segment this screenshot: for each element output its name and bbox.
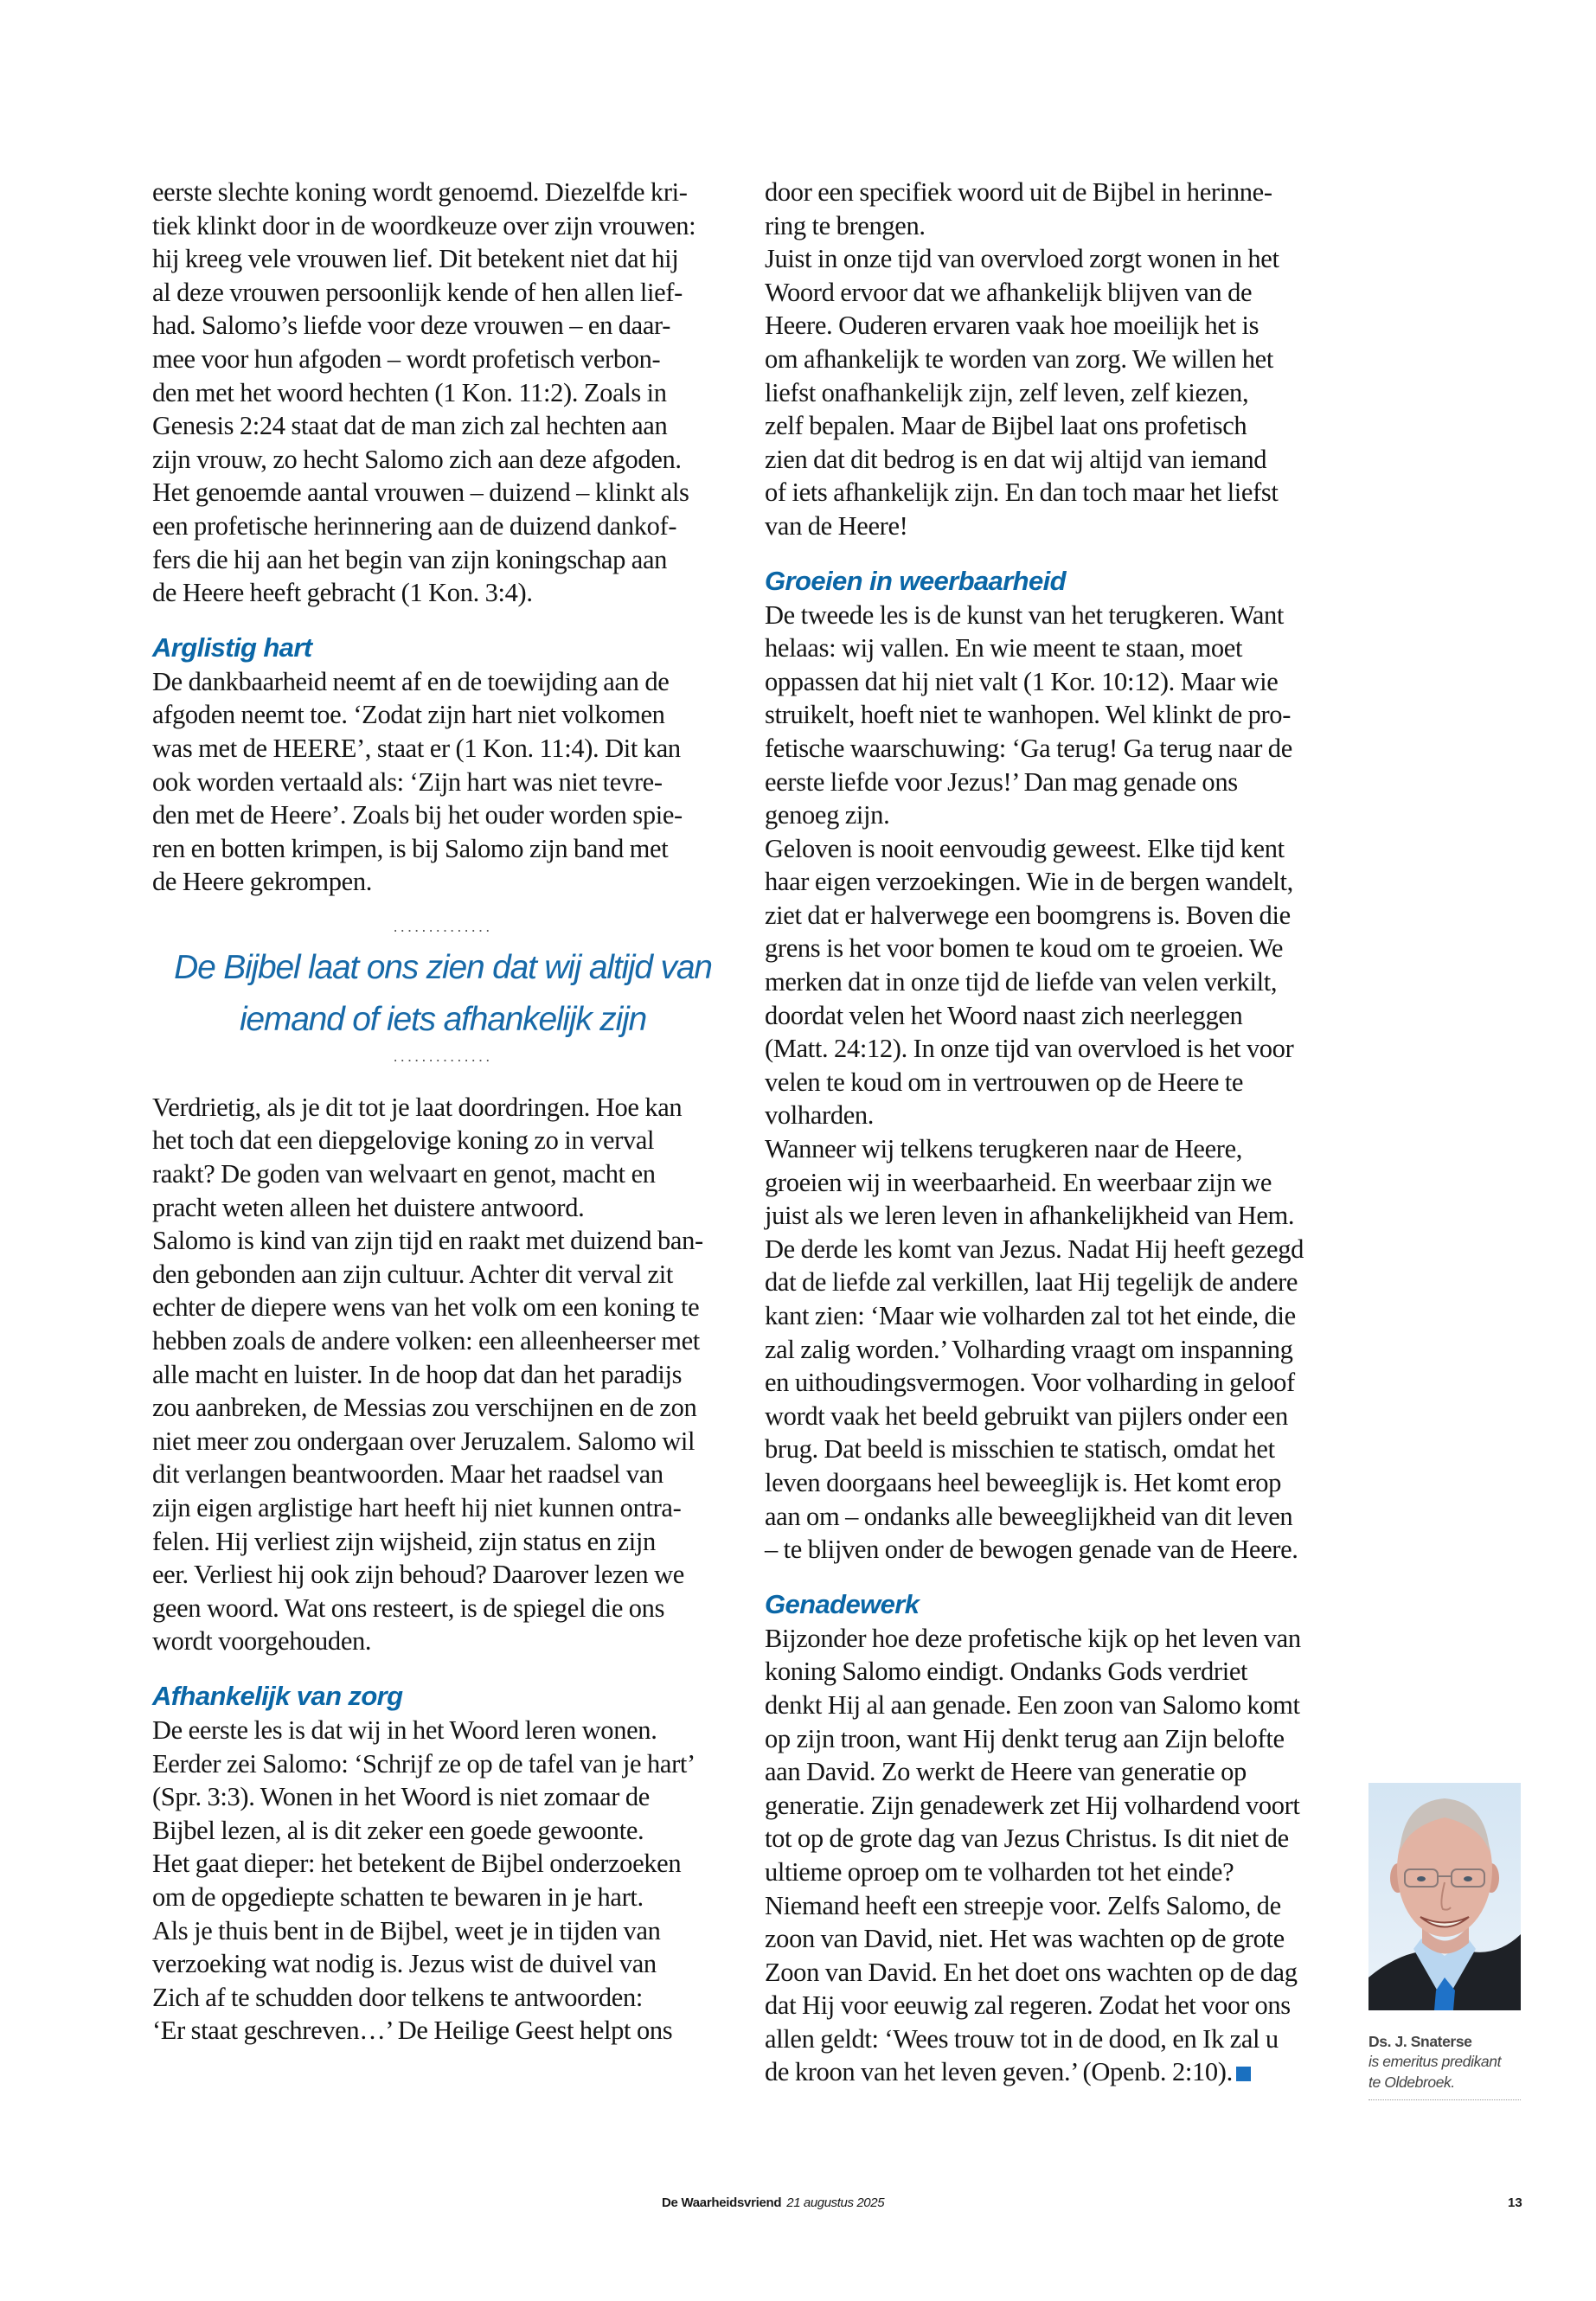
text-line: of iets afhankelijk zijn. En dan toch maar het liefst [765, 478, 1279, 508]
publication-name: De Waarheidsvriend [662, 2195, 782, 2210]
text-line: genoeg zijn. [765, 800, 890, 830]
text-line: al deze vrouwen persoonlijk kende of hen allen lief- [152, 277, 683, 307]
text-line: ren en botten krimpen, is bij Salomo zijn band met [152, 833, 669, 863]
intro-paragraph-left [152, 176, 734, 610]
text-line: aan David. Zo werkt de Heere van generatie op [765, 1757, 1247, 1787]
text-line: De Bijbel laat ons zien dat wij altijd van [174, 948, 712, 986]
text-line: om afhankelijk te worden van zorg. We willen het [765, 343, 1273, 374]
text-line: allen geldt: ‘Wees trouw tot in de dood, en Ik zal u [765, 2023, 1279, 2054]
text-line: Bijbel lezen, al is dit zeker een goede gewoonte. [152, 1815, 644, 1845]
text-line: Woord ervoor dat we afhankelijk blijven van de [765, 277, 1253, 307]
text-line: felen. Hij verliest zijn wijsheid, zijn status en zijn [152, 1526, 656, 1556]
text-line: zelf bepalen. Maar de Bijbel laat ons profetisch [765, 411, 1247, 441]
text-line: een profetische herinnering aan de duizend dankof- [152, 510, 677, 541]
text-line: aan om – ondanks alle beweeglijkheid van dit leven [765, 1501, 1293, 1531]
paragraph-verdrietig [152, 1091, 734, 1658]
text-line: merken dat in onze tijd de liefde van velen verkilt, [765, 967, 1278, 997]
text-line: de Heere gekrompen. [152, 867, 373, 897]
text-line: kant zien: ‘Maar wie volharden zal tot het einde, die [765, 1301, 1296, 1330]
text-line: (Matt. 24:12). In onze tijd van overvloed is het voor [765, 1034, 1294, 1064]
text-line: het toch dat een diepgelovige koning zo in verval [152, 1125, 655, 1156]
text-line: door een specifiek woord uit de Bijbel in herinne- [765, 177, 1272, 207]
section-heading-genadewerk: Genadewerk [765, 1588, 920, 1619]
text-line: eerste liefde voor Jezus!’ Dan mag genade ons [765, 766, 1238, 797]
text-line: op zijn troon, want Hij denkt terug aan Zijn belofte [765, 1723, 1285, 1753]
text-line: afgoden neemt toe. ‘Zodat zijn hart niet volkomen [152, 700, 665, 730]
pull-quote [152, 918, 734, 1065]
text-line: zien dat dit bedrog is en dat wij altijd van iemand [765, 444, 1267, 474]
text-line: had. Salomo’s liefde voor deze vrouwen – en daar- [152, 311, 671, 341]
text-line: Het genoemde aantal vrouwen – duizend – klinkt als [152, 478, 689, 508]
closing-line: de kroon van het leven geven.’ (Openb. 2:10). [765, 2057, 1233, 2087]
right-column [765, 176, 1346, 2089]
text-line: juist als we leren leven in afhankelijkheid van Hem. [765, 1201, 1295, 1231]
text-line: eerste slechte koning wordt genoemd. Diezelfde kri- [152, 177, 688, 207]
author-box [1368, 1783, 1521, 2100]
text-line: helaas: wij vallen. En wie meent te staan, moet [765, 633, 1243, 663]
text-line: den met het woord hechten (1 Kon. 11:2). Zoals in [152, 377, 667, 407]
text-line: iemand of iets afhankelijk zijn [239, 1000, 647, 1038]
text-line: pracht weten alleen het duistere antwoord. [152, 1192, 585, 1222]
text-line: en uithoudingsvermogen. Voor volharding in geloof [765, 1368, 1295, 1398]
text-line: velen te koud om in vertrouwen op de Heere te [765, 1067, 1244, 1097]
text-line: Wanneer wij telkens terugkeren naar de Heere, [765, 1134, 1243, 1164]
text-line: zijn vrouw, zo hecht Salomo zich aan deze afgoden. [152, 444, 682, 474]
paragraph-groeien-in-weerbaarheid [765, 599, 1346, 1567]
text-line: echter de diepere wens van het volk om een koning te [152, 1292, 700, 1323]
text-line: Als je thuis bent in de Bijbel, weet je in tijden van [152, 1915, 661, 1945]
text-line: De dankbaarheid neemt af en de toewijding aan de [152, 666, 670, 696]
text-line: van de Heere! [765, 510, 908, 541]
text-line: De eerste les is dat wij in het Woord leren wonen. [152, 1715, 657, 1745]
text-line: zal zalig worden.’ Volharding vraagt om inspanning [765, 1334, 1293, 1364]
text-line: de Heere heeft gebracht (1 Kon. 3:4). [152, 578, 533, 608]
text-line: Heere. Ouderen ervaren vaak hoe moeilijk het is [765, 311, 1259, 341]
text-line: haar eigen verzoekingen. Wie in de bergen wandelt, [765, 867, 1293, 897]
text-line: hij kreeg vele vrouwen lief. Dit betekent niet dat hij [152, 244, 679, 274]
pull-quote-divider-top: .............. [393, 917, 493, 935]
text-line: doordat velen het Woord naast zich neerleggen [765, 1000, 1243, 1030]
text-line: tiek klinkt door in de woordkeuze over zijn vrouwen: [152, 210, 696, 240]
text-line: De derde les komt van Jezus. Nadat Hij heeft gezegd [765, 1234, 1304, 1264]
text-line: was met de HEERE’, staat er (1 Kon. 11:4). Dit kan [152, 733, 681, 763]
text-line: alle macht en luister. In de hoop dat dan het paradijs [152, 1359, 683, 1389]
intro-paragraph-right [765, 176, 1346, 543]
text-line: koning Salomo eindigt. Ondanks Gods verdriet [765, 1657, 1248, 1687]
text-line: grens is het voor bomen te koud om te groeien. We [765, 933, 1284, 964]
text-line: (Spr. 3:3). Wonen in het Woord is niet zomaar de [152, 1782, 650, 1812]
text-line: leven doorgaans heel beweeglijk is. Het komt erop [765, 1467, 1282, 1497]
text-line: generatie. Zijn genadewerk zet Hij volhardend voort [765, 1790, 1300, 1820]
text-line: brug. Dat beeld is misschien te statisch, omdat het [765, 1434, 1275, 1465]
author-role-line-2: te Oldebroek. [1368, 2073, 1455, 2091]
text-line: dit verlangen beantwoorden. Maar het raadsel van [152, 1459, 663, 1490]
text-line: oppassen dat hij niet valt (1 Kor. 10:12). Maar wie [765, 666, 1279, 696]
text-line: dat de liefde zal verkillen, laat Hij tegelijk de andere [765, 1267, 1298, 1298]
pull-quote-divider-bottom: .............. [393, 1047, 493, 1065]
text-line: dat Hij voor eeuwig zal regeren. Zodat het voor ons [765, 1990, 1291, 2021]
text-line: fers die hij aan het begin van zijn koningschap aan [152, 544, 668, 574]
text-line: Salomo is kind van zijn tijd en raakt met duizend ban- [152, 1226, 703, 1256]
text-line: verzoeking wat nodig is. Jezus wist de duivel van [152, 1949, 657, 1979]
text-line: Geloven is nooit eenvoudig geweest. Elke tijd kent [765, 833, 1285, 863]
page-footer [0, 2195, 1596, 2221]
text-line: raakt? De goden van welvaart en genot, macht en [152, 1159, 656, 1189]
end-of-article-square-icon [1236, 2067, 1251, 2081]
footer-publication-info [662, 2195, 884, 2210]
text-line: Het gaat dieper: het betekent de Bijbel onderzoeken [152, 1849, 682, 1879]
text-line: ‘Er staat geschreven…’ De Heilige Geest helpt ons [152, 2016, 673, 2046]
author-divider [1368, 2099, 1521, 2100]
text-line: mee voor hun afgoden – wordt profetisch verbon- [152, 343, 661, 374]
text-line: om de opgediepte schatten te bewaren in je hart. [152, 1881, 644, 1912]
text-line: volharden. [765, 1100, 875, 1131]
text-line: den met de Heere’. Zoals bij het ouder worden spie- [152, 800, 683, 830]
text-line: – te blijven onder de bewogen genade van de Heere. [765, 1535, 1298, 1565]
text-line: Juist in onze tijd van overvloed zorgt wonen in het [765, 244, 1279, 274]
section-heading-groeien-in-weerbaarheid: Groeien in weerbaarheid [765, 565, 1066, 596]
author-name: Ds. J. Snaterse [1368, 2033, 1472, 2050]
text-line: fetische waarschuwing: ‘Ga terug! Ga terug naar de [765, 733, 1292, 763]
page-number: 13 [1508, 2195, 1522, 2210]
text-line: ring te brengen. [765, 210, 926, 240]
paragraph-genadewerk [765, 1622, 1346, 2089]
text-line: den gebonden aan zijn cultuur. Achter dit verval zit [152, 1259, 673, 1289]
paragraph-afhankelijk-van-zorg [152, 1714, 734, 2048]
text-line: eer. Verliest hij ook zijn behoud? Daarover lezen we [152, 1560, 684, 1590]
text-line: ook worden vertaald als: ‘Zijn hart was niet tevre- [152, 766, 663, 797]
text-line: Niemand heeft een streepje voor. Zelfs Salomo, de [765, 1890, 1281, 1920]
text-line: ziet dat er halverwege een boomgrens is. Boven die [765, 900, 1291, 930]
text-line: De tweede les is de kunst van het terugkeren. Want [765, 599, 1285, 630]
text-line: zou aanbreken, de Messias zou verschijnen en de zon [152, 1393, 697, 1423]
text-line: zijn eigen arglistige hart heeft hij niet kunnen ontra- [152, 1493, 682, 1522]
text-line: geen woord. Wat ons resteert, is de spiegel die ons [152, 1593, 665, 1623]
text-line: wordt voorgehouden. [152, 1626, 372, 1657]
text-line: Bijzonder hoe deze profetische kijk op het leven van [765, 1623, 1301, 1653]
author-portrait-illustration [1368, 1783, 1521, 2010]
author-role-line-1: is emeritus predikant [1368, 2053, 1502, 2070]
author-portrait-photo [1368, 1783, 1521, 2010]
text-line: Verdrietig, als je dit tot je laat doordringen. Hoe kan [152, 1092, 683, 1122]
text-line: tot op de grote dag van Jezus Christus. Is dit niet de [765, 1823, 1289, 1854]
text-line: niet meer zou ondergaan over Jeruzalem. Salomo wil [152, 1426, 695, 1456]
text-line: groeien wij in weerbaarheid. En weerbaar zijn we [765, 1167, 1272, 1197]
text-line: denkt Hij al aan genade. Een zoon van Salomo komt [765, 1689, 1300, 1720]
text-line: Eerder zei Salomo: ‘Schrijf ze op de tafel van je hart’ [152, 1748, 695, 1779]
text-line: ultieme oproep om te volharden tot het einde? [765, 1856, 1234, 1887]
text-line: struikelt, hoeft niet te wanhopen. Wel klinkt de pro- [765, 700, 1292, 730]
paragraph-arglistig-hart [152, 665, 734, 899]
section-heading-afhankelijk-van-zorg: Afhankelijk van zorg [152, 1680, 403, 1711]
text-line: wordt vaak het beeld gebruikt van pijlers onder een [765, 1400, 1288, 1431]
text-line: zoon van David, niet. Het was wachten op de grote [765, 1924, 1285, 1954]
text-line: Genesis 2:24 staat dat de man zich zal hechten aan [152, 411, 668, 441]
text-line: hebben zoals de andere volken: een alleenheerser met [152, 1326, 700, 1356]
publication-date: 21 augustus 2025 [786, 2195, 885, 2210]
section-heading-arglistig-hart: Arglistig hart [152, 631, 312, 663]
text-line: Zoon van David. En het doet ons wachten op de dag [765, 1957, 1298, 1987]
text-line: liefst onafhankelijk zijn, zelf leven, zelf kiezen, [765, 377, 1249, 407]
left-column [152, 176, 734, 2048]
pull-quote-text [152, 942, 734, 1046]
text-line: Zich af te schudden door telkens te antwoorden: [152, 1982, 643, 2012]
